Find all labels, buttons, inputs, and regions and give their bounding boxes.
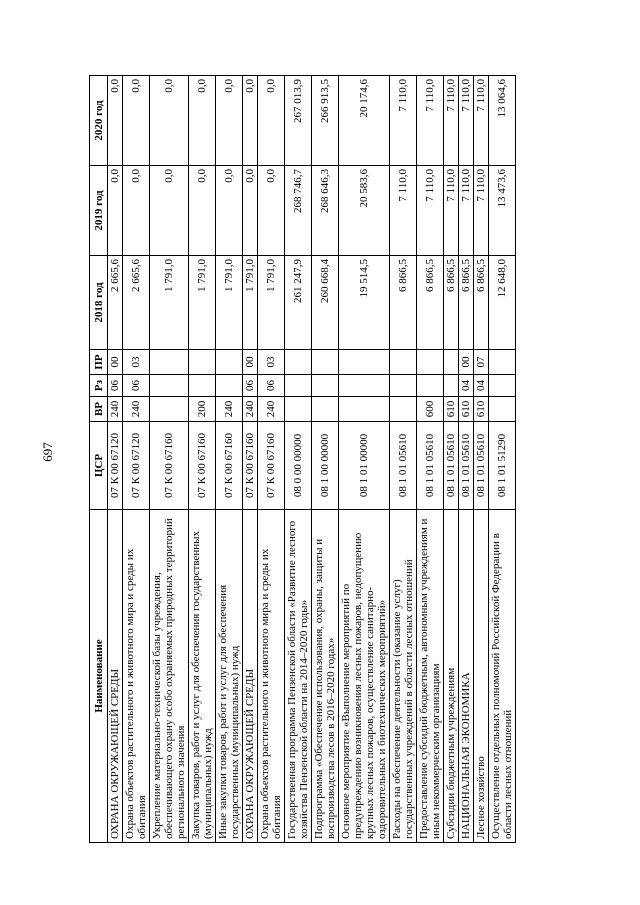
cell-pr — [417, 350, 444, 375]
cell-2020: 0,0 — [189, 76, 216, 166]
cell-2019: 7 110,0 — [474, 166, 489, 256]
cell-pr: 03 — [258, 350, 285, 375]
header-csr: ЦСР — [90, 422, 108, 510]
cell-2020: 0,0 — [216, 76, 243, 166]
cell-name: Государственная программа Пензенской области «Развитие лесного хозяйства Пензенской области на 2014–2020 годы» — [285, 510, 312, 843]
cell-name: Расходы на обеспечение деятельности (оказание услуг) государственных учреждений в области лесных отношений — [390, 510, 417, 843]
cell-vr: 610 — [459, 397, 474, 422]
cell-name: Лесное хозяйство — [474, 510, 489, 843]
cell-2019: 13 473,6 — [489, 166, 516, 256]
cell-vr: 600 — [417, 397, 444, 422]
cell-2020: 7 110,0 — [417, 76, 444, 166]
cell-csr: 07 К 00 67160 — [216, 422, 243, 510]
cell-pr: 07 — [474, 350, 489, 375]
cell-pr — [444, 350, 459, 375]
cell-name: Охрана объектов растительного и животного мира и среды их обитания — [123, 510, 150, 843]
header-2018: 2018 год — [90, 256, 108, 350]
cell-pr — [312, 350, 339, 375]
cell-2020: 7 110,0 — [459, 76, 474, 166]
cell-2019: 268 646,3 — [312, 166, 339, 256]
table-row — [474, 76, 489, 843]
cell-csr: 08 1 00 00000 — [312, 422, 339, 510]
cell-2019: 7 110,0 — [390, 166, 417, 256]
cell-csr: 08 1 01 05610 — [444, 422, 459, 510]
cell-2020: 0,0 — [150, 76, 189, 166]
cell-csr: 07 К 00 67160 — [258, 422, 285, 510]
table-row — [189, 76, 216, 843]
cell-csr: 08 1 01 05610 — [417, 422, 444, 510]
table-row — [285, 76, 312, 843]
cell-2020: 20 174,6 — [339, 76, 390, 166]
table-row — [339, 76, 390, 843]
rotated-table-container — [89, 76, 551, 843]
cell-2018: 6 866,5 — [444, 256, 459, 350]
table-row — [417, 76, 444, 843]
cell-csr: 07 К 00 67120 — [123, 422, 150, 510]
cell-rz: 06 — [123, 375, 150, 397]
cell-pr: 03 — [123, 350, 150, 375]
cell-2019: 0,0 — [216, 166, 243, 256]
cell-rz: 06 — [108, 375, 123, 397]
cell-2019: 0,0 — [189, 166, 216, 256]
cell-rz — [489, 375, 516, 397]
cell-2018: 260 668,4 — [312, 256, 339, 350]
table-row — [489, 76, 516, 843]
cell-2018: 6 866,5 — [390, 256, 417, 350]
table-row — [312, 76, 339, 843]
cell-2020: 13 064,6 — [489, 76, 516, 166]
cell-2019: 7 110,0 — [444, 166, 459, 256]
cell-pr: 00 — [243, 350, 258, 375]
cell-rz — [444, 375, 459, 397]
cell-2018: 261 247,9 — [285, 256, 312, 350]
cell-csr: 08 1 01 05610 — [474, 422, 489, 510]
cell-pr: 00 — [108, 350, 123, 375]
table-row — [390, 76, 417, 843]
cell-name: Закупка товаров, работ и услуг для обеспечения государственных (муниципальных) нужд — [189, 510, 216, 843]
cell-2018: 1 791,0 — [189, 256, 216, 350]
cell-2019: 0,0 — [108, 166, 123, 256]
cell-vr — [312, 397, 339, 422]
table-row — [150, 76, 189, 843]
cell-rz — [390, 375, 417, 397]
cell-vr: 610 — [474, 397, 489, 422]
cell-csr: 08 1 01 51290 — [489, 422, 516, 510]
cell-2020: 7 110,0 — [444, 76, 459, 166]
cell-csr: 08 1 01 00000 — [339, 422, 390, 510]
cell-pr — [489, 350, 516, 375]
cell-vr — [150, 397, 189, 422]
cell-vr — [339, 397, 390, 422]
cell-2018: 6 866,5 — [474, 256, 489, 350]
cell-rz: 04 — [459, 375, 474, 397]
header-vr: ВР — [90, 397, 108, 422]
cell-name: Охрана объектов растительного и животного мира и среды их обитания — [258, 510, 285, 843]
cell-pr — [285, 350, 312, 375]
budget-table — [89, 75, 516, 843]
table-row — [123, 76, 150, 843]
cell-2018: 2 665,6 — [123, 256, 150, 350]
cell-vr — [285, 397, 312, 422]
cell-vr: 240 — [243, 397, 258, 422]
cell-2019: 0,0 — [243, 166, 258, 256]
header-rz: Рз — [90, 375, 108, 397]
cell-2019: 0,0 — [150, 166, 189, 256]
cell-2019: 7 110,0 — [417, 166, 444, 256]
cell-2018: 6 866,5 — [459, 256, 474, 350]
cell-2020: 7 110,0 — [474, 76, 489, 166]
cell-vr: 200 — [189, 397, 216, 422]
cell-rz — [189, 375, 216, 397]
table-row — [459, 76, 474, 843]
cell-rz — [216, 375, 243, 397]
cell-vr: 610 — [444, 397, 459, 422]
cell-pr — [150, 350, 189, 375]
cell-2020: 0,0 — [108, 76, 123, 166]
cell-name: Субсидии бюджетным учреждениям — [444, 510, 459, 843]
cell-2018: 1 791,0 — [258, 256, 285, 350]
cell-name: Предоставление субсидий бюджетным, автономным учреждениям и иным некоммерческим организациям — [417, 510, 444, 843]
cell-rz: 04 — [474, 375, 489, 397]
cell-2018: 12 648,0 — [489, 256, 516, 350]
table-header-row — [90, 76, 108, 843]
cell-name: Основное мероприятие «Выполнение мероприятий по предупреждению возникновения лесных пожаров, недопущению крупных лесных пожаров, осуществление санитарно-оздоровительных и биотехнических мероприятий» — [339, 510, 390, 843]
cell-csr: 08 0 00 00000 — [285, 422, 312, 510]
table-row — [444, 76, 459, 843]
cell-name: Иные закупки товаров, работ и услуг для обеспечения государственных (муниципальных) нужд — [216, 510, 243, 843]
cell-2018: 1 791,0 — [150, 256, 189, 350]
cell-rz: 06 — [243, 375, 258, 397]
cell-2020: 0,0 — [243, 76, 258, 166]
cell-vr — [489, 397, 516, 422]
table-body — [108, 76, 516, 843]
cell-rz — [339, 375, 390, 397]
cell-2019: 20 583,6 — [339, 166, 390, 256]
cell-2018: 1 791,0 — [243, 256, 258, 350]
page-number: 697 — [40, 442, 55, 462]
cell-csr: 07 К 00 67160 — [243, 422, 258, 510]
cell-2019: 0,0 — [123, 166, 150, 256]
cell-2020: 0,0 — [258, 76, 285, 166]
cell-2019: 268 746,7 — [285, 166, 312, 256]
cell-csr: 07 К 00 67160 — [189, 422, 216, 510]
cell-rz: 06 — [258, 375, 285, 397]
cell-2020: 0,0 — [123, 76, 150, 166]
cell-name: ОХРАНА ОКРУЖАЮЩЕЙ СРЕДЫ — [108, 510, 123, 843]
cell-name: ОХРАНА ОКРУЖАЮЩЕЙ СРЕДЫ — [243, 510, 258, 843]
table-row — [243, 76, 258, 843]
table-row — [216, 76, 243, 843]
cell-csr: 07 К 00 67160 — [150, 422, 189, 510]
cell-2018: 19 514,5 — [339, 256, 390, 350]
header-name: Наименование — [90, 510, 108, 843]
cell-vr: 240 — [123, 397, 150, 422]
cell-vr — [390, 397, 417, 422]
cell-pr — [189, 350, 216, 375]
cell-pr — [390, 350, 417, 375]
table-row — [108, 76, 123, 843]
cell-name: НАЦИОНАЛЬНАЯ ЭКОНОМИКА — [459, 510, 474, 843]
cell-csr: 08 1 01 05610 — [459, 422, 474, 510]
cell-rz — [150, 375, 189, 397]
cell-2018: 2 665,6 — [108, 256, 123, 350]
cell-pr: 00 — [459, 350, 474, 375]
cell-2020: 7 110,0 — [390, 76, 417, 166]
cell-pr — [216, 350, 243, 375]
cell-2020: 266 913,5 — [312, 76, 339, 166]
cell-name: Осуществление отдельных полномочий Российской Федерации в области лесных отношений — [489, 510, 516, 843]
cell-rz — [285, 375, 312, 397]
cell-2018: 1 791,0 — [216, 256, 243, 350]
cell-csr: 07 К 00 67120 — [108, 422, 123, 510]
cell-pr — [339, 350, 390, 375]
header-pr: ПР — [90, 350, 108, 375]
cell-rz — [312, 375, 339, 397]
cell-csr: 08 1 01 05610 — [390, 422, 417, 510]
cell-vr: 240 — [216, 397, 243, 422]
table-row — [258, 76, 285, 843]
cell-2019: 7 110,0 — [459, 166, 474, 256]
cell-vr: 240 — [108, 397, 123, 422]
header-2019: 2019 год — [90, 166, 108, 256]
cell-vr: 240 — [258, 397, 285, 422]
cell-name: Подпрограмма «Обеспечение использования, охраны, защиты и воспроизводства лесов в 2016–2020 годах» — [312, 510, 339, 843]
cell-2019: 0,0 — [258, 166, 285, 256]
header-2020: 2020 год — [90, 76, 108, 166]
cell-2018: 6 866,5 — [417, 256, 444, 350]
cell-2020: 267 013,9 — [285, 76, 312, 166]
cell-name: Укрепление материально-технической базы учреждения, обеспечивающего охрану особо охраняемых природных территорий регионального значения — [150, 510, 189, 843]
cell-rz — [417, 375, 444, 397]
